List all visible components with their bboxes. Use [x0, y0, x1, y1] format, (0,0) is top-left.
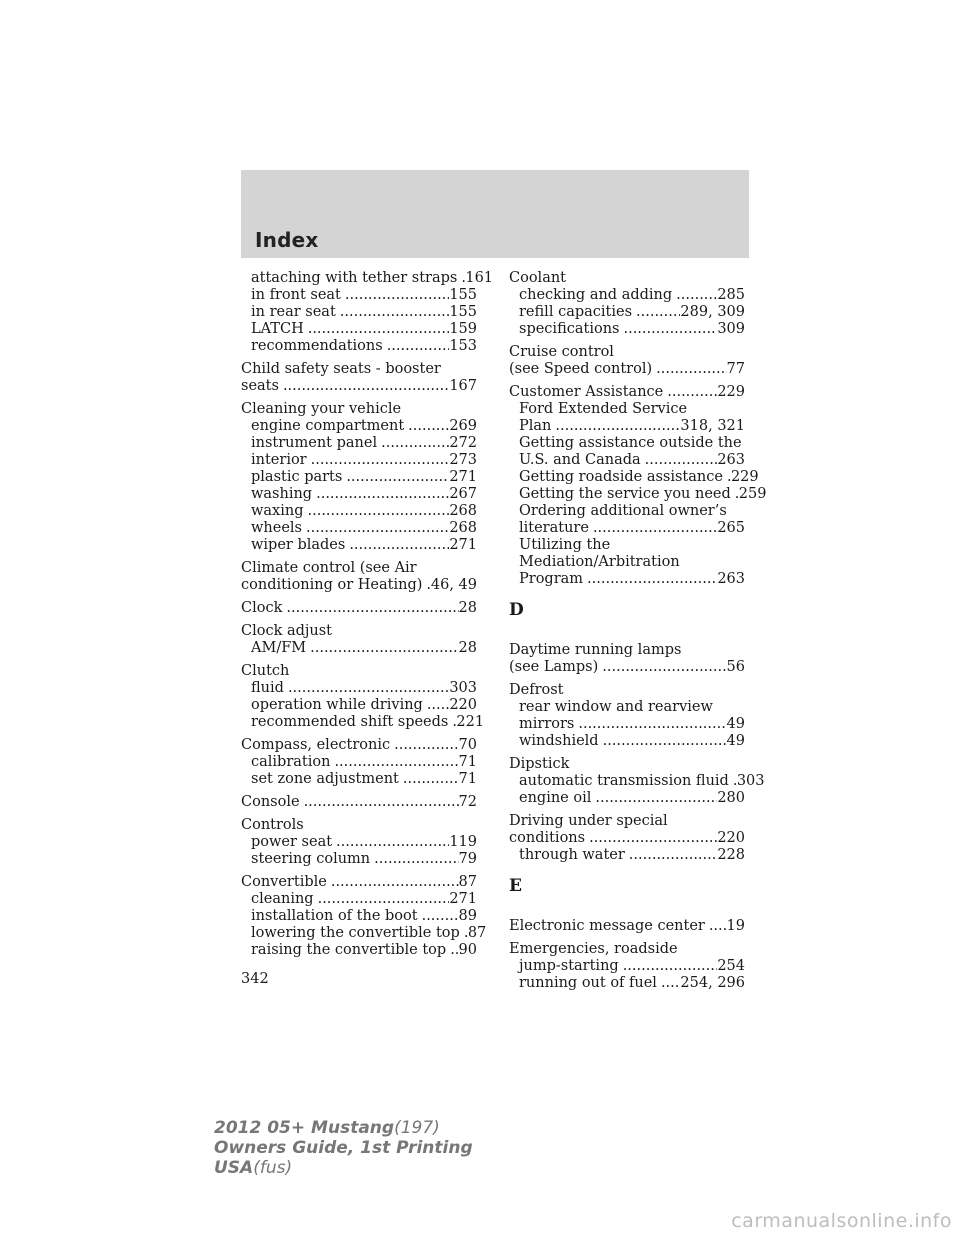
- dot-leader: [667, 384, 717, 401]
- index-page-ref: 87: [467, 925, 487, 941]
- index-subentry: [509, 958, 745, 975]
- index-term: in front seat: [251, 287, 341, 303]
- index-page-ref: 70: [458, 737, 477, 753]
- dot-leader: [595, 790, 717, 807]
- dot-leader: [318, 891, 450, 908]
- index-page-ref: 272: [449, 435, 477, 451]
- index-entry: [509, 918, 745, 935]
- index-term: wheels: [251, 520, 302, 536]
- index-page-ref: 259: [738, 486, 767, 502]
- index-page-ref: 289, 309: [680, 304, 745, 320]
- index-term: literature: [519, 520, 589, 536]
- dot-leader: [331, 874, 459, 891]
- index-heading: [509, 941, 745, 958]
- index-entry: [509, 756, 765, 807]
- print-footer: [214, 1118, 473, 1178]
- index-page-ref: 79: [458, 851, 477, 867]
- index-term: wiper blades: [251, 537, 346, 553]
- index-section-letter: E: [509, 876, 522, 896]
- index-term: (see Lamps): [509, 659, 599, 675]
- header-band: [241, 170, 749, 258]
- index-term: rear window and rearview: [519, 699, 713, 715]
- index-entry: [241, 817, 477, 868]
- index-term: Daytime running lamps: [509, 642, 682, 658]
- index-subentry: [241, 520, 477, 537]
- index-subentry: [509, 401, 745, 418]
- index-subentry: [509, 452, 745, 469]
- index-term: Ordering additional owner’s: [519, 503, 727, 519]
- index-subentry: [509, 503, 745, 520]
- index-entry: [241, 794, 477, 811]
- index-term: set zone adjustment: [251, 771, 399, 787]
- index-term: engine compartment: [251, 418, 405, 434]
- index-term: Clock: [241, 600, 283, 616]
- index-term: Dipstick: [509, 756, 570, 772]
- index-term: LATCH: [251, 321, 304, 337]
- index-subentry: [241, 925, 487, 942]
- index-term: Getting assistance outside the: [519, 435, 742, 451]
- index-subentry: [241, 908, 477, 925]
- dot-leader: [387, 338, 450, 355]
- index-term: cleaning: [251, 891, 314, 907]
- index-subentry: [241, 270, 494, 287]
- index-term: jump-starting: [519, 958, 619, 974]
- index-page-ref: 87: [458, 874, 477, 890]
- dot-leader: [308, 321, 450, 338]
- index-page-ref: 71: [458, 754, 477, 770]
- index-subentry: [241, 537, 477, 554]
- index-entry: [241, 401, 477, 554]
- index-page-ref: 72: [458, 794, 477, 810]
- index-term: Convertible: [241, 874, 327, 890]
- index-term: AM/FM: [251, 640, 307, 656]
- index-subentry: [509, 304, 745, 321]
- dot-leader: [286, 600, 458, 617]
- index-term: Defrost: [509, 682, 564, 698]
- index-subentry: [509, 469, 759, 486]
- dot-leader: [661, 975, 680, 992]
- index-page-ref: 46, 49: [430, 577, 477, 593]
- dot-leader: [656, 361, 726, 378]
- index-term: Emergencies, roadside: [509, 941, 678, 957]
- footer-model-code: (197): [394, 1118, 440, 1138]
- watermark: carmanualsonline.info: [731, 1210, 952, 1232]
- index-heading: [509, 830, 745, 847]
- index-term: Ford Extended Service: [519, 401, 688, 417]
- index-subentry: [241, 754, 477, 771]
- index-heading: [241, 794, 477, 811]
- index-subentry: [241, 503, 477, 520]
- index-subentry: [509, 975, 745, 992]
- index-page-ref: 89: [458, 908, 477, 924]
- dot-leader: [589, 830, 717, 847]
- page-title: Index: [255, 228, 319, 252]
- index-term: recommendations: [251, 338, 383, 354]
- index-term: U.S. and Canada: [519, 452, 641, 468]
- index-term: calibration: [251, 754, 331, 770]
- index-subentry: [509, 321, 745, 338]
- index-page-ref: 285: [717, 287, 745, 303]
- index-subentry: [509, 486, 767, 503]
- index-page-ref: 167: [449, 378, 477, 394]
- index-page-ref: 268: [449, 503, 477, 519]
- index-page-ref: 155: [449, 304, 477, 320]
- dot-leader: [346, 469, 449, 486]
- index-page-ref: 280: [717, 790, 745, 806]
- index-heading: [509, 756, 745, 773]
- index-subentry: [509, 287, 745, 304]
- dot-leader: [345, 287, 449, 304]
- index-term: Compass, electronic: [241, 737, 391, 753]
- index-page-ref: 28: [458, 640, 477, 656]
- index-subentry: [241, 714, 485, 731]
- index-page-ref: 265: [717, 520, 745, 536]
- index-page-ref: 273: [449, 452, 477, 468]
- footer-market: USA: [214, 1158, 254, 1178]
- index-page-ref: 303: [449, 680, 477, 696]
- index-term: power seat: [251, 834, 333, 850]
- index-subentry: [241, 435, 477, 452]
- index-heading: [509, 813, 745, 830]
- index-subentry: [241, 452, 477, 469]
- index-column-right: [509, 270, 767, 998]
- index-subentry: [241, 304, 477, 321]
- dot-leader: [587, 571, 717, 588]
- dot-leader: [603, 733, 727, 750]
- index-term: windshield: [519, 733, 599, 749]
- index-column-left: [241, 270, 494, 965]
- index-heading: [241, 361, 477, 378]
- dot-leader: [340, 304, 450, 321]
- index-subentry: [241, 287, 477, 304]
- dot-leader: [593, 520, 717, 537]
- index-term: lowering the convertible top: [251, 925, 460, 941]
- index-term: conditioning or Heating): [241, 577, 423, 593]
- index-subentry: [241, 891, 477, 908]
- dot-leader: [645, 452, 718, 469]
- index-term: waxing: [251, 503, 304, 519]
- dot-leader: [602, 659, 726, 676]
- index-subentry: [241, 486, 477, 503]
- index-subentry: [241, 640, 477, 657]
- index-entry: [241, 874, 487, 959]
- index-term: Cleaning your vehicle: [241, 401, 402, 417]
- index-term: Controls: [241, 817, 304, 833]
- index-subentry: [241, 680, 477, 697]
- index-page-ref: 155: [449, 287, 477, 303]
- index-entry: [241, 600, 477, 617]
- index-heading: [509, 642, 745, 659]
- index-page-ref: 303: [736, 773, 765, 789]
- index-subentry: [509, 773, 765, 790]
- dot-leader: [403, 771, 459, 788]
- index-page-ref: 267: [449, 486, 477, 502]
- index-term: conditions: [509, 830, 586, 846]
- index-heading: [241, 623, 477, 640]
- index-term: mirrors: [519, 716, 575, 732]
- index-heading: [241, 663, 477, 680]
- dot-leader: [450, 942, 458, 959]
- index-subentry: [509, 435, 745, 452]
- dot-leader: [336, 834, 449, 851]
- index-subentry: [241, 771, 477, 788]
- index-heading: [241, 577, 477, 594]
- index-page-ref: 309: [717, 321, 745, 337]
- index-heading: [241, 401, 477, 418]
- index-heading: [241, 600, 477, 617]
- dot-leader: [408, 418, 449, 435]
- footer-model: 2012 05+ Mustang: [214, 1118, 395, 1138]
- index-subentry: [509, 418, 745, 435]
- index-term: Mediation/Arbitration: [519, 554, 680, 570]
- index-page-ref: 229: [730, 469, 759, 485]
- dot-leader: [623, 958, 718, 975]
- index-term: Clutch: [241, 663, 290, 679]
- index-subentry: [241, 834, 477, 851]
- index-term: specifications: [519, 321, 620, 337]
- footer-market-code: (fus): [253, 1158, 293, 1178]
- index-term: washing: [251, 486, 313, 502]
- index-subentry: [509, 790, 745, 807]
- dot-leader: [308, 503, 450, 520]
- index-subentry: [241, 418, 477, 435]
- index-page-ref: 221: [456, 714, 485, 730]
- index-term: through water: [519, 847, 625, 863]
- index-term: attaching with tether straps: [251, 270, 458, 286]
- index-page-ref: 229: [717, 384, 745, 400]
- index-page-ref: 56: [726, 659, 745, 675]
- dot-leader: [374, 851, 458, 868]
- index-page-ref: 318, 321: [680, 418, 745, 434]
- index-term: Getting roadside assistance: [519, 469, 723, 485]
- index-heading: [241, 817, 477, 834]
- index-term: Electronic message center: [509, 918, 705, 934]
- index-page-ref: 49: [726, 716, 745, 732]
- index-entry: [241, 560, 477, 594]
- index-term: interior: [251, 452, 307, 468]
- index-term: Customer Assistance: [509, 384, 664, 400]
- index-page-ref: 263: [717, 571, 745, 587]
- dot-leader: [288, 680, 449, 697]
- index-term: instrument panel: [251, 435, 378, 451]
- index-entry: [241, 270, 494, 355]
- dot-leader: [349, 537, 449, 554]
- dot-leader: [304, 794, 459, 811]
- index-page-ref: 220: [717, 830, 745, 846]
- index-subentry: [241, 851, 477, 868]
- index-heading: [241, 378, 477, 395]
- index-term: Utilizing the: [519, 537, 611, 553]
- index-section-letter: D: [509, 600, 524, 620]
- index-term: Clock adjust: [241, 623, 333, 639]
- index-term: installation of the boot: [251, 908, 418, 924]
- index-page-ref: 161: [465, 270, 494, 286]
- index-subentry: [509, 699, 745, 716]
- index-term: steering column: [251, 851, 371, 867]
- index-term: Climate control (see Air: [241, 560, 417, 576]
- index-page-ref: 220: [449, 697, 477, 713]
- index-page-ref: 19: [726, 918, 745, 934]
- index-subentry: [509, 537, 745, 554]
- index-page-ref: 263: [717, 452, 745, 468]
- index-heading: [241, 560, 477, 577]
- dot-leader: [394, 737, 458, 754]
- index-entry: [509, 642, 745, 676]
- index-heading: [509, 918, 745, 935]
- index-entry: [509, 270, 745, 338]
- dot-leader: [629, 847, 718, 864]
- index-entry: [509, 682, 745, 750]
- index-subentry: [509, 847, 745, 864]
- index-subentry: [241, 321, 477, 338]
- index-term: fluid: [251, 680, 284, 696]
- index-page-ref: 28: [458, 600, 477, 616]
- index-entry: [241, 663, 485, 731]
- index-heading: [241, 737, 477, 754]
- index-page-ref: 49: [726, 733, 745, 749]
- index-entry: [241, 361, 477, 395]
- dot-leader: [381, 435, 449, 452]
- dot-leader: [310, 640, 458, 657]
- index-page-ref: 228: [717, 847, 745, 863]
- index-heading: [509, 361, 745, 378]
- index-term: checking and adding: [519, 287, 673, 303]
- index-subentry: [241, 469, 477, 486]
- index-term: Cruise control: [509, 344, 614, 360]
- index-term: Program: [519, 571, 584, 587]
- index-term: Driving under special: [509, 813, 668, 829]
- index-heading: [509, 384, 745, 401]
- index-page-ref: 71: [458, 771, 477, 787]
- dot-leader: [578, 716, 726, 733]
- index-page-ref: 269: [449, 418, 477, 434]
- index-term: Console: [241, 794, 300, 810]
- dot-leader: [623, 321, 717, 338]
- index-term: Child safety seats - booster: [241, 361, 441, 377]
- index-subentry: [509, 716, 745, 733]
- index-term: seats: [241, 378, 279, 394]
- index-page-ref: 271: [449, 891, 477, 907]
- index-heading: [241, 874, 477, 891]
- dot-leader: [555, 418, 680, 435]
- index-term: in rear seat: [251, 304, 336, 320]
- index-page-ref: 90: [458, 942, 477, 958]
- index-page-ref: 119: [449, 834, 477, 850]
- dot-leader: [316, 486, 449, 503]
- index-page-ref: 254: [717, 958, 745, 974]
- dot-leader: [311, 452, 450, 469]
- dot-leader: [427, 697, 449, 714]
- dot-leader: [709, 918, 727, 935]
- page-number: 342: [241, 971, 269, 987]
- index-page-ref: 271: [449, 537, 477, 553]
- index-page-ref: 254, 296: [680, 975, 745, 991]
- dot-leader: [283, 378, 449, 395]
- index-subentry: [241, 697, 477, 714]
- index-term: Plan: [519, 418, 552, 434]
- index-page-ref: 77: [726, 361, 745, 377]
- index-heading: [509, 344, 745, 361]
- index-entry: [241, 737, 477, 788]
- index-subentry: [241, 338, 477, 355]
- index-term: running out of fuel: [519, 975, 657, 991]
- index-term: automatic transmission fluid: [519, 773, 729, 789]
- index-entry: [509, 813, 745, 864]
- index-term: raising the convertible top: [251, 942, 447, 958]
- index-page-ref: 271: [449, 469, 477, 485]
- index-term: plastic parts: [251, 469, 343, 485]
- index-subentry: [509, 571, 745, 588]
- dot-leader: [334, 754, 458, 771]
- index-subentry: [509, 554, 745, 571]
- index-subentry: [509, 733, 745, 750]
- index-term: Coolant: [509, 270, 567, 286]
- index-entry: [509, 941, 745, 992]
- index-term: engine oil: [519, 790, 592, 806]
- index-page-ref: 159: [449, 321, 477, 337]
- dot-leader: [636, 304, 680, 321]
- index-heading: [509, 659, 745, 676]
- index-term: refill capacities: [519, 304, 633, 320]
- dot-leader: [306, 520, 449, 537]
- index-entry: [509, 384, 767, 588]
- footer-edition: Owners Guide, 1st Printing: [214, 1138, 473, 1158]
- index-heading: [509, 270, 745, 287]
- index-page-ref: 268: [449, 520, 477, 536]
- index-entry: [509, 344, 745, 378]
- index-page-ref: 153: [449, 338, 477, 354]
- index-subentry: [241, 942, 477, 959]
- index-heading: [509, 682, 745, 699]
- index-term: operation while driving: [251, 697, 423, 713]
- index-term: Getting the service you need: [519, 486, 731, 502]
- dot-leader: [676, 287, 717, 304]
- index-subentry: [509, 520, 745, 537]
- index-term: (see Speed control): [509, 361, 653, 377]
- index-term: recommended shift speeds: [251, 714, 449, 730]
- dot-leader: [422, 908, 459, 925]
- index-entry: [241, 623, 477, 657]
